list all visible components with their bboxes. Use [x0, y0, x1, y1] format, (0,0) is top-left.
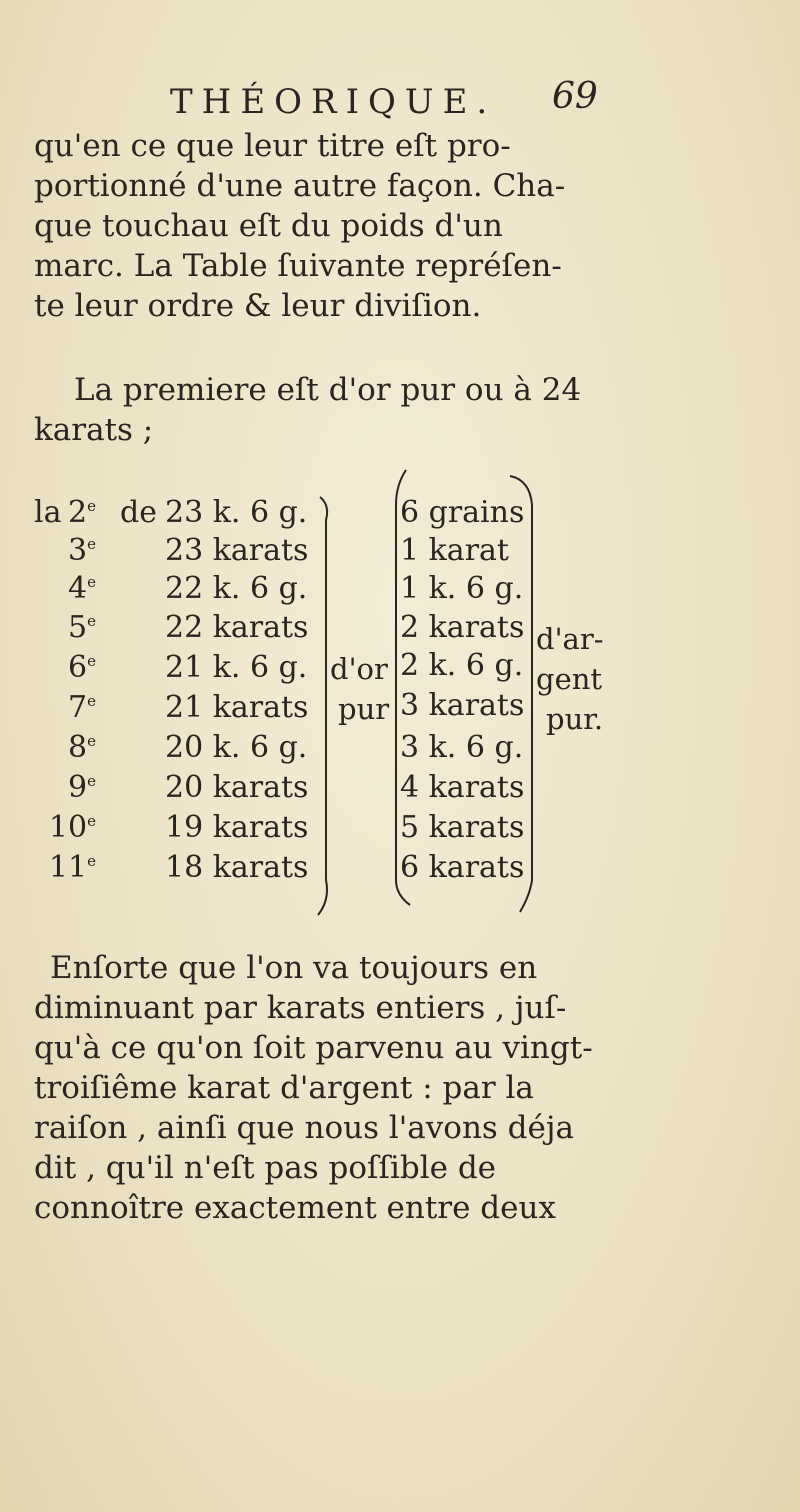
- table-group-label: gent: [536, 662, 603, 696]
- table-row-ordinal: 4e: [68, 571, 96, 606]
- table-row-value: 21 k. 6 g.: [165, 650, 308, 685]
- table-row-value: 19 karats: [165, 810, 309, 845]
- table-row-prefix: la: [34, 495, 62, 530]
- closing-line: qu'à ce qu'on ſoit parvenu au vingt-: [34, 1030, 593, 1066]
- table-group-label: d'or: [330, 652, 388, 686]
- intro-line: qu'en ce que leur titre eſt pro-: [34, 128, 511, 164]
- closing-line: Enſorte que l'on va toujours en: [50, 950, 538, 986]
- table-group-label: d'ar-: [536, 622, 604, 656]
- table-row-value-right: 2 k. 6 g.: [400, 648, 524, 683]
- intro-line: que touchau eſt du poids d'un: [34, 208, 503, 244]
- table-row-value: 20 k. 6 g.: [165, 730, 308, 765]
- running-header: THÉORIQUE.: [170, 82, 497, 122]
- table-row-value-right: 2 karats: [400, 610, 525, 645]
- paragraph-line: La premiere eſt d'or pur ou à 24: [74, 372, 582, 408]
- table-row-value-right: 4 karats: [400, 770, 525, 805]
- table-row-ordinal: 11e: [48, 850, 96, 885]
- table-row-value-right: 1 k. 6 g.: [400, 571, 524, 606]
- table-row-value-right: 6 grains: [400, 495, 525, 530]
- table-group-label: pur: [338, 692, 390, 726]
- closing-line: dit , qu'il n'eſt pas poſſible de: [34, 1150, 497, 1186]
- table-row-value: 20 karats: [165, 770, 309, 805]
- closing-line: troiſiême karat d'argent : par la: [34, 1070, 534, 1106]
- table-row-value: 22 karats: [165, 610, 309, 645]
- table-row-ordinal: 3e: [68, 533, 96, 568]
- page-number: 69: [552, 76, 598, 117]
- intro-line: portionné d'une autre façon. Cha-: [34, 168, 566, 204]
- closing-line: diminuant par karats entiers , juſ-: [34, 990, 567, 1026]
- intro-line: marc. La Table ſuivante repréſen-: [34, 248, 562, 284]
- closing-line: connoître exactement entre deux: [34, 1190, 556, 1226]
- intro-line: te leur ordre & leur diviſion.: [34, 288, 482, 324]
- table-row-value-right: 6 karats: [400, 850, 525, 885]
- table-row-ordinal: 9e: [68, 770, 96, 805]
- table-row-ordinal: 2e: [68, 495, 96, 530]
- table-row-value: 23 k. 6 g.: [165, 495, 308, 530]
- table-row-value-right: 3 karats: [400, 688, 525, 723]
- table-row-ordinal: 10e: [48, 810, 96, 845]
- table-row-value-right: 1 karat: [400, 533, 509, 568]
- table-row-ordinal: 8e: [68, 730, 96, 765]
- table-row-value: 23 karats: [165, 533, 309, 568]
- table-group-label: pur.: [546, 702, 604, 736]
- table-row-ordinal: 6e: [68, 650, 96, 685]
- table-row-value: 21 karats: [165, 690, 309, 725]
- table-row-value-right: 3 k. 6 g.: [400, 730, 524, 765]
- table-row-de: de: [120, 495, 157, 530]
- table-row-value-right: 5 karats: [400, 810, 525, 845]
- table-row-value: 22 k. 6 g.: [165, 571, 308, 606]
- table-row-ordinal: 5e: [68, 610, 96, 645]
- table-row-ordinal: 7e: [68, 690, 96, 725]
- closing-line: raiſon , ainſi que nous l'avons déja: [34, 1110, 574, 1146]
- paragraph-line: karats ;: [34, 412, 154, 448]
- table-row-value: 18 karats: [165, 850, 309, 885]
